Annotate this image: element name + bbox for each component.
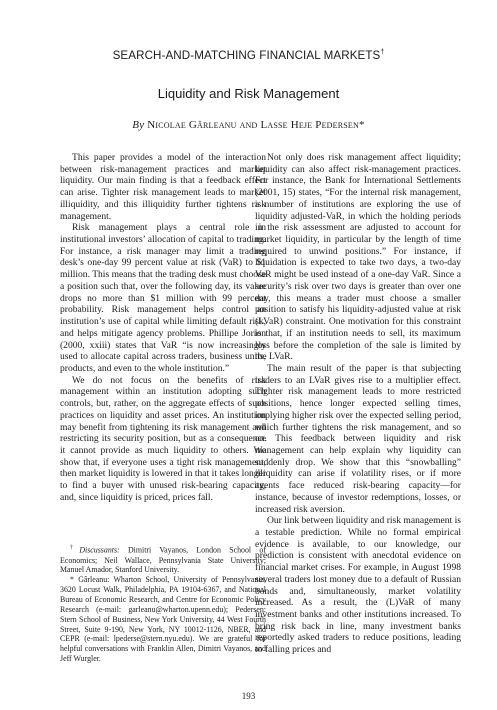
footnote-mark: † <box>70 545 80 551</box>
body-paragraph: Not only does risk management affect liquidity; liquidity can also affect risk-management practices. For instance, the Bank for International Settlements (2001, 15) states, “For the internal risk management, a number of institutions are exploring the use of liquidity adjusted-VaR, in which the holding periods in the risk assessment are adjusted to account for market liquidity, in particular by the length of time required to unwind positions.” For instance, if liquidation is expected to take two days, a two-day VaR might be used instead of a one-day VaR. Since a security’s risk over two days is greater than over one day, this means a trader must choose a smaller position to satisfy his liquidity-adjusted value at risk (LVaR) constraint. One motivation for this constraint is that, if an institution needs to sell, its maximum loss before the completion of the sale is limited by the LVaR. <box>255 152 461 363</box>
right-column <box>255 152 461 656</box>
body-paragraph: We do not focus on the benefits of risk management within an institution adopting such controls, but, rather, on the aggregate effects of such practices on liquidity and asset prices. An institution may benefit from tightening its risk management and restricting its security position, but as a consequence it cannot provide as much liquidity to others. We show that, if everyone uses a tight risk management, then market liquidity is lowered in that it takes longer to find a buyer with unused risk-bearing capacity, and, since liquidity is priced, prices fall. <box>60 374 266 503</box>
page-number: 193 <box>241 691 256 701</box>
session-title: SEARCH-AND-MATCHING FINANCIAL MARKETS <box>112 49 381 62</box>
footnote-affiliation-text: * Gârleanu: Wharton School, University of Pennsylvania, 3620 Locust Walk, Philadelphia, PA 19104-6367, and National Bureau of Economic Research, and Centre for Economic Policy Research (e-mail: garleanu@wharton.upenn.edu); Pedersen: Stern School of Business, New York University, 44 West Fourth Street, Suite 9-190, New York, NY 10012-1126, NBER, and CEPR (e-mail: lpederse@stern.nyu.edu). We are grateful for helpful conversations with Franklin Allen, Dimitri Vayanos, and Jeff Wurgler. <box>60 575 266 664</box>
footnote-discussants-label: Discussants: <box>79 545 120 555</box>
session-header <box>0 49 497 62</box>
footnote-discussants <box>60 544 266 575</box>
byline <box>0 119 497 131</box>
authors: Nicolae Gârleanu and Lasse Heje Pedersen* <box>147 119 365 131</box>
body-paragraph: Risk management plays a central role in institutional investors’ allocation of capital to trading. For instance, a risk manager may limit a trading desk’s one-day 99 percent value at risk (VaR) to $1 million. This means that the trading desk must choose a position such that, over the following day, its value drops no more than $1 million with 99 percent probability. Risk management helps control an institution’s use of capital while limiting default risk, and helps mitigate agency problems. Phillipe Jorion (2000, xxiii) states that VaR “is now increasingly used to allocate capital across traders, business units, products, and even to the whole institution.” <box>60 222 266 374</box>
body-paragraph: The main result of the paper is that subjecting traders to an LVaR gives rise to a multiplier effect. Tighter risk management leads to more restricted positions, hence longer expected selling times, implying higher risk over the expected selling period, which further tightens the risk management, and so on. This feedback between liquidity and risk management can help explain why liquidity can suddenly drop. We show that this “snowballing” illiquidity can arise if volatility rises, or if more agents face reduced risk-bearing capacity—for instance, because of investor redemptions, losses, or increased risk aversion. <box>255 362 461 515</box>
left-column <box>60 152 266 504</box>
footnote-affiliation <box>60 575 266 664</box>
byline-prefix: By <box>132 119 145 131</box>
session-footnote-mark: † <box>380 49 385 57</box>
paper-title: Liquidity and Risk Management <box>157 86 340 101</box>
body-paragraph: This paper provides a model of the interaction between risk-management practices and market liquidity. Our main finding is that a feedback effect can arise. Tighter risk management leads to market illiquidity, and this illiquidity further tightens risk management. <box>60 152 266 222</box>
body-paragraph: Our link between liquidity and risk management is a testable prediction. While no formal empirical evidence is available, to our knowledge, our prediction is consistent with anecdotal evidence on financial market crises. For example, in August 1998 several traders lost money due to a default of Russian bonds and, simultaneously, market volatility increased. As a result, the (L)VaR of many investment banks and other institutions increased. To bring risk back in line, many investment banks reportedly asked traders to reduce positions, leading to falling prices and <box>255 515 461 656</box>
footnote-discussants-text: Dimitri Vayanos, London School of Economics; Neil Wallace, Pennsylvania State University; Manuel Amador, Stanford University. <box>60 545 266 575</box>
